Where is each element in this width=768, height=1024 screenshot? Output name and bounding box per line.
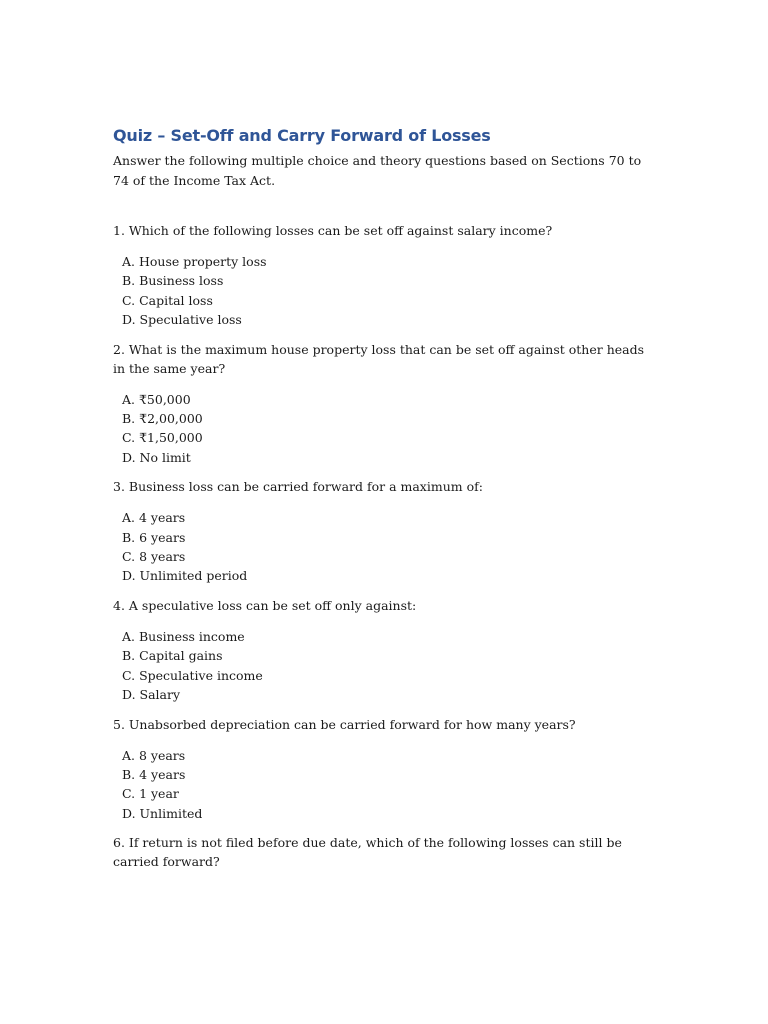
option-item: C. 1 year <box>122 786 179 802</box>
option-item: A. 4 years <box>122 510 186 526</box>
question-6 <box>113 833 653 871</box>
question-text: 1. Which of the following losses can be set off against salary income? <box>113 223 553 238</box>
option-item: D. Unlimited <box>122 805 203 821</box>
option-list <box>113 390 653 468</box>
option-item: A. House property loss <box>122 254 267 269</box>
option-item: D. No limit <box>122 449 191 465</box>
question-3 <box>113 477 653 586</box>
document-intro: Answer the following multiple choice and theory questions based on Sections 70 to 74 of the Income Tax Act. <box>113 153 642 188</box>
option-item: D. Salary <box>122 687 181 703</box>
question-text: 4. A speculative loss can be set off only against: <box>113 597 417 613</box>
question-4 <box>113 596 653 705</box>
option-item: A. Business income <box>122 628 245 644</box>
question-1 <box>113 221 653 330</box>
option-item: C. Speculative income <box>122 667 263 683</box>
option-list <box>113 508 653 586</box>
question-text: 6. If return is not filed before due date, which of the following losses can still be carried forward? <box>113 835 622 870</box>
option-item: B. 4 years <box>122 766 186 782</box>
option-list <box>113 746 653 824</box>
document-title: Quiz – Set-Off and Carry Forward of Losses <box>113 126 491 145</box>
option-item: B. ₹2,00,000 <box>122 411 203 427</box>
option-item: C. Capital loss <box>122 292 213 308</box>
option-item: B. 6 years <box>122 529 186 545</box>
question-text: 5. Unabsorbed depreciation can be carried forward for how many years? <box>113 716 576 732</box>
question-text: 2. What is the maximum house property loss that can be set off against other heads in the same year? <box>113 341 645 376</box>
option-item: D. Unlimited period <box>122 568 248 584</box>
option-item: B. Capital gains <box>122 648 223 664</box>
option-item: A. ₹50,000 <box>122 391 191 407</box>
document-page <box>113 125 653 883</box>
option-item: A. 8 years <box>122 747 186 763</box>
option-item: C. 8 years <box>122 549 186 565</box>
question-2 <box>113 340 653 468</box>
question-text: 3. Business loss can be carried forward for a maximum of: <box>113 479 483 495</box>
option-list <box>113 252 653 330</box>
option-item: D. Speculative loss <box>122 312 242 328</box>
question-5 <box>113 715 653 824</box>
option-list <box>113 627 653 705</box>
option-item: C. ₹1,50,000 <box>122 430 203 446</box>
option-item: B. Business loss <box>122 273 224 289</box>
